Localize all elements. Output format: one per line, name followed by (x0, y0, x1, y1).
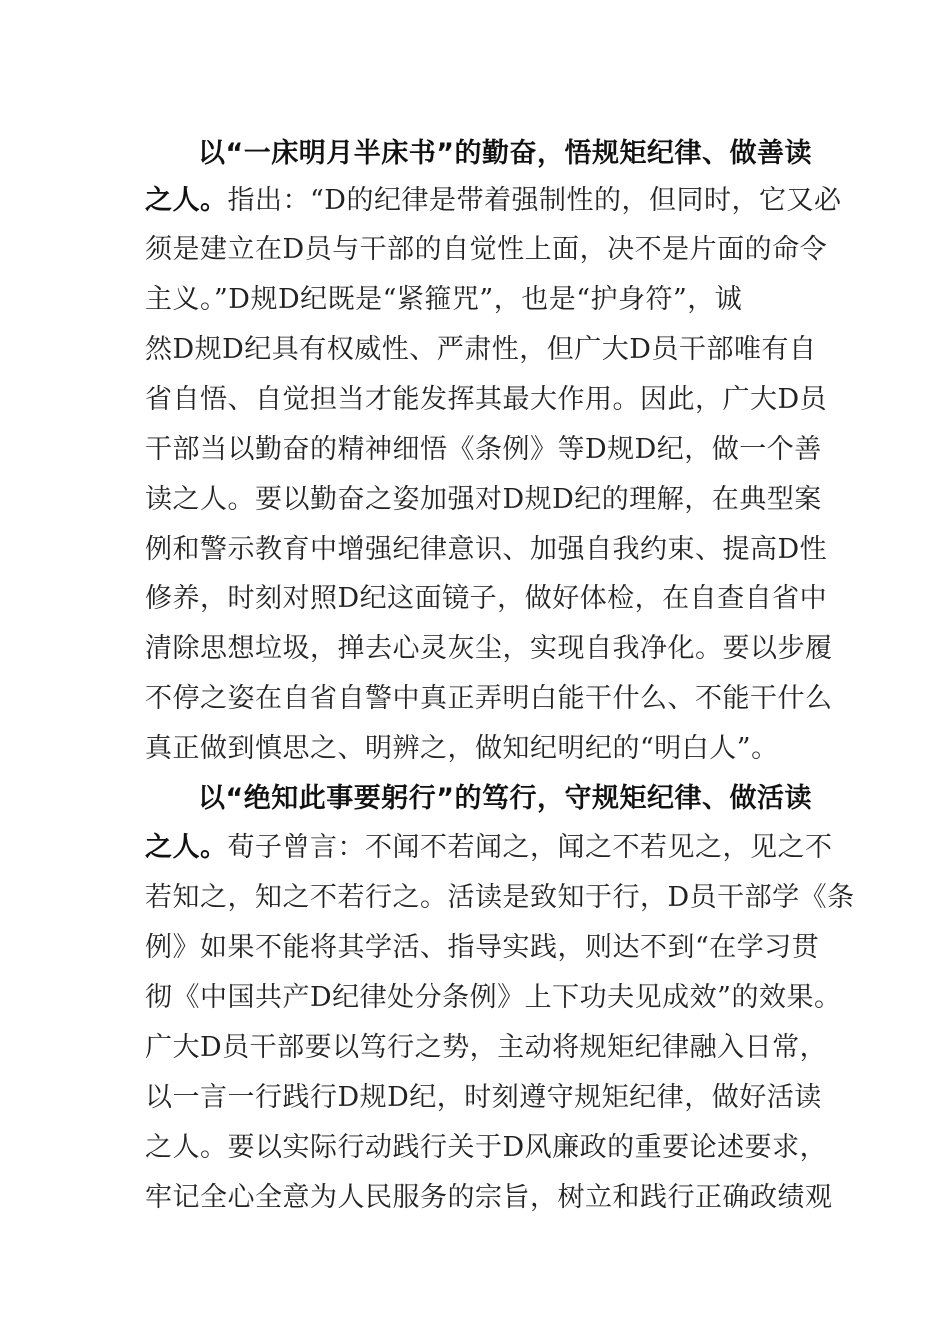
paragraph-2-line-3: 例》如果不能将其学活、指导实践，则达不到“在学习贯 (145, 932, 820, 963)
paragraph-2-line-7: 之人。要以实际行动践行关于D风廉政的重要论述要求， (145, 1132, 828, 1163)
paragraph-2-heading-line-2: 之人。 (145, 832, 228, 863)
paragraph-1-line-7: 读之人。要以勤奋之姿加强对D规D纪的理解，在典型案 (145, 484, 822, 515)
paragraph-2-line-6: 以一言一行践行D规D纪，时刻遵守规矩纪律，做好活读 (145, 1082, 822, 1113)
paragraph-1-text-line-1: 指出：“D的纪律是带着强制性的，但同时，它又必 (227, 185, 842, 216)
paragraph-1-line-10: 清除思想垃圾，掸去心灵灰尘，实现自我净化。要以步履 (145, 633, 833, 664)
paragraph-2-line-8: 牢记全心全意为人民服务的宗旨，树立和践行正确政绩观 (145, 1182, 833, 1213)
paragraph-1-line-2: 须是建立在D员与干部的自觉性上面，决不是片面的命令 (145, 234, 828, 265)
paragraph-1-line-1 (145, 183, 842, 219)
paragraph-1-line-3: 主义。”D规D纪既是“紧箍咒”，也是“护身符”，诚 (145, 284, 743, 315)
paragraph-1-line-5: 省自悟、自觉担当才能发挥其最大作用。因此，广大D员 (145, 384, 828, 415)
paragraph-2-line-2: 若知之，知之不若行之。活读是致知于行，D员干部学《条 (145, 882, 855, 913)
paragraph-1-line-11: 不停之姿在自省自警中真正弄明白能干什么、不能干什么 (145, 683, 833, 714)
paragraph-2-line-4: 彻《中国共产D纪律处分条例》上下功夫见成效”的效果。 (145, 982, 842, 1013)
paragraph-2-text-line-1: 荀子曾言：不闻不若闻之，闻之不若见之，见之不 (227, 832, 833, 863)
paragraph-2-heading-line-1: 以“绝知此事要躬行”的笃行，守规矩纪律、做活读 (198, 783, 812, 814)
paragraph-2-line-1 (145, 830, 835, 866)
paragraph-1-line-4: 然D规D纪具有权威性、严肃性，但广大D员干部唯有自 (145, 334, 817, 365)
paragraph-1-heading-line-1: 以“一床明月半床书”的勤奋，悟规矩纪律、做善读 (198, 138, 812, 169)
paragraph-2-line-5: 广大D员干部要以笃行之势，主动将规矩纪律融入日常， (145, 1032, 828, 1063)
paragraph-1-line-12: 真正做到慎思之、明辨之，做知纪明纪的“明白人”。 (145, 733, 779, 764)
paragraph-1-heading-line-2: 之人。 (145, 185, 228, 216)
paragraph-1-line-6: 干部当以勤奋的精神细悟《条例》等D规D纪，做一个善 (145, 434, 822, 465)
paragraph-1-line-8: 例和警示教育中增强纪律意识、加强自我约束、提高D性 (145, 534, 828, 565)
paragraph-1-line-9: 修养，时刻对照D纪这面镜子，做好体检，在自查自省中 (145, 583, 828, 614)
